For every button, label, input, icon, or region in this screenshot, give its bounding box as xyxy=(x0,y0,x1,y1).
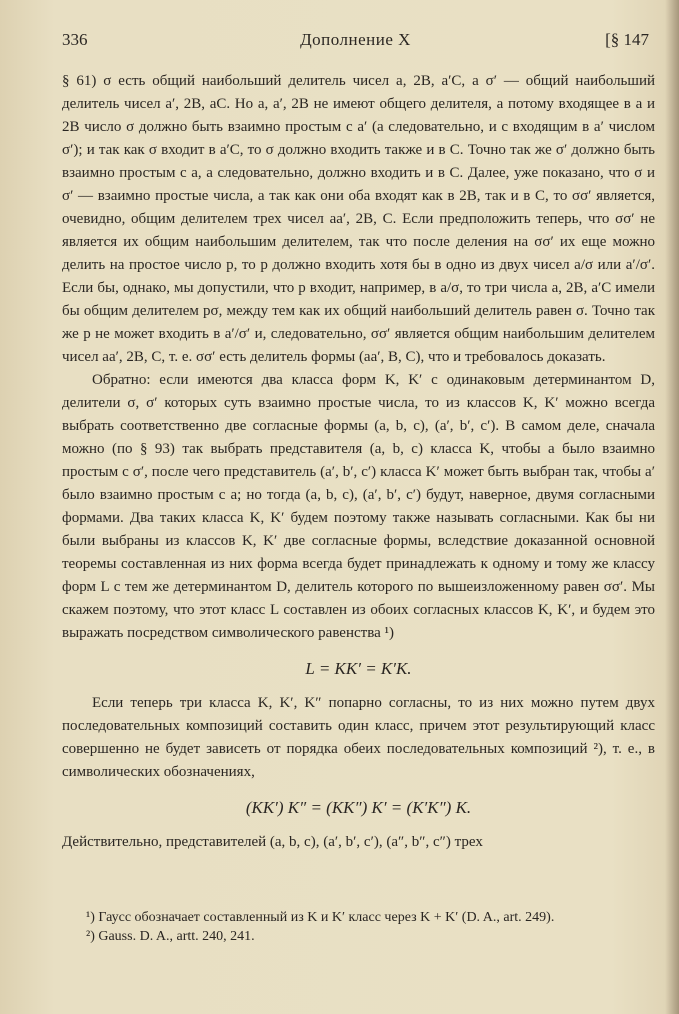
paragraph-continuation: Действительно, представителей (a, b, c), (a′, b′, c′), (a″, b″, c″) трех xyxy=(62,834,483,850)
page-number: 336 xyxy=(62,30,88,49)
paragraph-converse: Обратно: если имеются два класса форм K, K′ с одинаковым детерминантом D, делители σ, σ′ которых суть взаимно простые числа, то из классов K, K′ можно всегда выбрать соответственно две согласные формы (a, b, c), (a′, b′, c′). В самом деле, сначала можно (по § 93) так выбрать представителя (a, b, c) класса K, чтобы a было взаимно простым с σ′, после чего представитель (a′, b′, c′) класса K′ может быть выбран так, чтобы a′ было взаимно простым с a; но тогда (a, b, c), (a′, b′, c′) будут, наверное, двумя согласными формами. Два таких класса K, K′ будем поэтому также называть согласными. Как бы ни были выбраны из классов K, K′ две согласные формы, вследствие доказанной основной теоремы составленная из них форма всегда будет принадлежать к одному и тому же классу форм L с тем же детерминантом D, делитель которого по вышеизложенному равен σσ′. Мы скажем поэтому, что этот класс L составлен из обоих согласных классов K, K′, и будем это выражать посредством символического равенства ¹) xyxy=(62,372,655,641)
paragraph-proof: § 61) σ есть общий наибольший делитель чисел a, 2B, a′C, а σ′ — общий наибольший делитель чисел a′, 2B, aC. Но a, a′, 2B не имеют общего делителя, а потому входящее в a и 2B число σ должно быть взаимно простым с a′ (а следовательно, и с входящим в a′ числом σ′); и так как σ входит в a′C, то σ должно входить также и в C. Точно так же σ′ должно быть взаимно простым с a, а следовательно, должно входить и в C. Далее, уже показано, что σ и σ′ — взаимно простые числа, а так как они оба входят как в 2B, так и в C, то σσ′ является, очевидно, общим делителем трех чисел aa′, 2B, C. Если предположить теперь, что σσ′ не является их общим наибольшим делителем, так что после деления на σσ′ их еще можно делить на простое число p, то p должно входить хотя бы в одно из двух чисел a/σ или a′/σ′. Если бы, однако, мы допустили, что p входит, например, в a/σ, то три числа a, 2B, a′C имели бы общим делителем pσ, между тем как их общий наибольший делитель равен σ. Точно так же p не может входить в a′/σ′ и, следовательно, σσ′ является общим наибольшим делителем чисел aa′, 2B, C, т. е. σσ′ есть делитель формы (aa′, B, C), что и требовалось доказать. xyxy=(62,73,655,365)
page-body xyxy=(62,70,655,854)
running-header xyxy=(62,30,649,56)
footnotes xyxy=(62,908,655,946)
footnote-2: ²) Gauss. D. A., artt. 240, 241. xyxy=(86,929,255,944)
section-reference: [§ 147 xyxy=(605,30,649,49)
chapter-title: Дополнение X xyxy=(300,30,411,49)
footnote-1: ¹) Гаусс обозначает составленный из K и K′ класс через K + K′ (D. A., art. 249). xyxy=(86,910,555,925)
formula-associativity: (KK′) K″ = (KK″) K′ = (K′K″) K. xyxy=(245,798,472,817)
paragraph-three-classes: Если теперь три класса K, K′, K″ попарно согласны, то из них можно путем двух последовательных композиций составить один класс, причем этот результирующий класс совершенно не будет зависеть от порядка обеих последовательных композиций ²), т. е., в символических обозначениях, xyxy=(62,695,655,780)
page-edge-shadow xyxy=(665,0,679,1014)
formula-composition: L = KK′ = K′K. xyxy=(305,659,412,678)
